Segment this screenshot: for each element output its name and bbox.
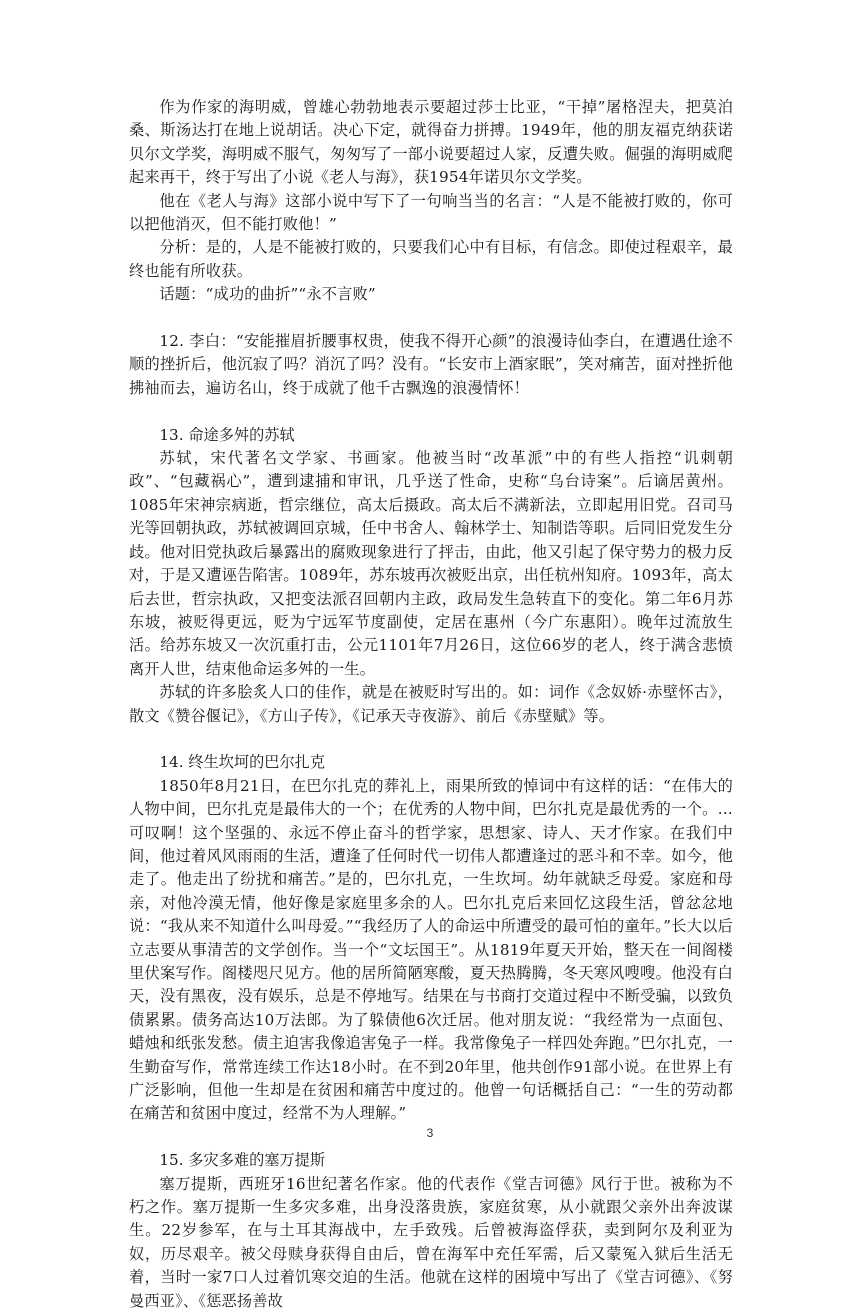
- spacer: [129, 307, 733, 330]
- topic-paragraph: 话题：“成功的曲折”“永不言败”: [159, 285, 376, 304]
- paragraph: 12. 李白：“安能摧眉折腰事权贵，使我不得开心颜”的浪漫诗仙李白，在遭遇仕途不顺的挫折后，他沉寂了吗？消沉了吗？没有。“长安市上酒家眠”，笑对痛苦，面对挫折他拂袖而去，遍访名山，终于成就了他千古飘逸的浪漫情怀！: [129, 332, 733, 397]
- section-heading: 14. 终生坎坷的巴尔扎克: [159, 753, 326, 772]
- paragraph: 他在《老人与海》这部小说中写下了一句响当当的名言：“人是不能被打败的，你可以把他消灭，但不能打败他！”: [129, 191, 733, 234]
- page-number: 3: [426, 1126, 434, 1140]
- paragraph: 作为作家的海明威，曾雄心勃勃地表示要超过莎士比亚，“干掉”屠格涅夫，把莫泊桑、斯汤达打在地上说胡话。决心下定，就得奋力拼搏。1949年，他的朋友福克纳获诺贝尔文学奖，海明威不服气，匆匆写了一部小说要超过人家，反遭失败。倔强的海明威爬起来再干，终于写出了小说《老人与海》，获1954年诺贝尔文学奖。: [129, 98, 733, 187]
- section-cervantes: [129, 1149, 733, 1313]
- section-li-bai: [129, 330, 733, 400]
- section-balzac: [129, 751, 733, 1126]
- paragraph: 苏轼，宋代著名文学家、书画家。他被当时“改革派”中的有些人指控“讥刺朝政”、“包藏祸心”，遭到逮捕和审讯，几乎送了性命，史称“乌台诗案”。后谪居黄州。1085年宋神宗病逝，哲宗继位，高太后摄政。高太后不满新法，立即起用旧党。召司马光等回朝执政，苏轼被调回京城，任中书舍人、翰林学士、知制诰等职。后同旧党发生分歧。他对旧党执政后暴露出的腐败现象进行了抨击，由此，他又引起了保守势力的极力反对，于是又遭诬告陷害。1089年，苏东坡再次被贬出京，出任杭州知府。1093年，高太后去世，哲宗执政，又把变法派召回朝内主政，政局发生急转直下的变化。第二年6月苏东坡，被贬得更远，贬为宁远军节度副使，定居在惠州（今广东惠阳）。晚年过流放生活。给苏东坡又一次沉重打击，公元1101年7月26日，这位66岁的老人，终于满含悲愤离开人世，结束他命运多舛的一生。: [129, 449, 733, 678]
- section-hemingway: [129, 96, 733, 307]
- paragraph: 塞万提斯，西班牙16世纪著名作家。他的代表作《堂吉诃德》风行于世。被称为不朽之作。塞万提斯一生多灾多难，出身没落贵族，家庭贫寒，从小就跟父亲外出奔波谋生。22岁参军，在与土耳其海战中，左手致残。后曾被海盗俘获，卖到阿尔及利亚为奴，历尽艰辛。被父母赎身获得自由后，曾在海军中充任军需，后又蒙冤入狱后生活无着，当时一家7口人过着饥寒交迫的生活。他就在这样的困境中写出了《堂吉诃德》、《努曼西亚》、《惩恶扬善故: [129, 1174, 733, 1310]
- spacer: [129, 728, 733, 751]
- spacer: [129, 400, 733, 423]
- paragraph: 1850年8月21日，在巴尔扎克的葬礼上，雨果所致的悼词中有这样的话：“在伟大的人物中间，巴尔扎克是最伟大的一个；在优秀的人物中间，巴尔扎克是最优秀的一个。…可叹啊！这个坚强的、永远不停止奋斗的哲学家，思想家、诗人、天才作家。在我们中间，他过着风风雨雨的生活，遭逢了任何时代一切伟人都遭逢过的恶斗和不幸。如今，他走了。他走出了纷扰和痛苦。”是的，巴尔扎克，一生坎坷。幼年就缺乏母爱。家庭和母亲，对他冷漠无情，他好像是家庭里多余的人。巴尔扎克后来回忆这段生活，曾忿忿地说：“我从来不知道什么叫母爱。”“我经历了人的命运中所遭受的最可怕的童年。”长大以后立志要从事清苦的文学创作。当一个“文坛国王”。从1819年夏天开始，整天在一间阁楼里伏案写作。阁楼咫尺见方。他的居所简陋寒酸，夏天热腾腾，冬天寒风嗖嗖。他没有白天，没有黑夜，没有娱乐，总是不停地写。结果在与书商打交道过程中不断受骗，以致负债累累。债务高达10万法郎。为了躲债他6次迁居。他对朋友说：“我经常为一点面包、蜡烛和纸张发愁。债主迫害我像追害兔子一样。我常像兔子一样四处奔跑。”巴尔扎克，一生勤奋写作，常常连续工作达18小时。在不到20年里，他共创作91部小说。在世界上有广泛影响，但他一生却是在贫困和痛苦中度过的。他曾一句话概括自己：“一生的劳动都在痛苦和贫困中度过，经常不为人理解。”: [129, 776, 733, 1123]
- paragraph: 苏轼的许多脍炙人口的佳作，就是在被贬时写出的。如：词作《念奴娇·赤壁怀古》，散文《赞谷偃记》，《方山子传》，《记承天寺夜游》、前后《赤壁赋》等。: [129, 683, 733, 725]
- section-heading: 15. 多灾多难的塞万提斯: [159, 1151, 326, 1170]
- section-su-shi: [129, 424, 733, 728]
- section-heading: 13. 命途多舛的苏轼: [159, 425, 295, 444]
- analysis-paragraph: 分析：是的，人是不能被打败的，只要我们心中有目标，有信念。即使过程艰辛，最终也能有所收获。: [129, 238, 733, 280]
